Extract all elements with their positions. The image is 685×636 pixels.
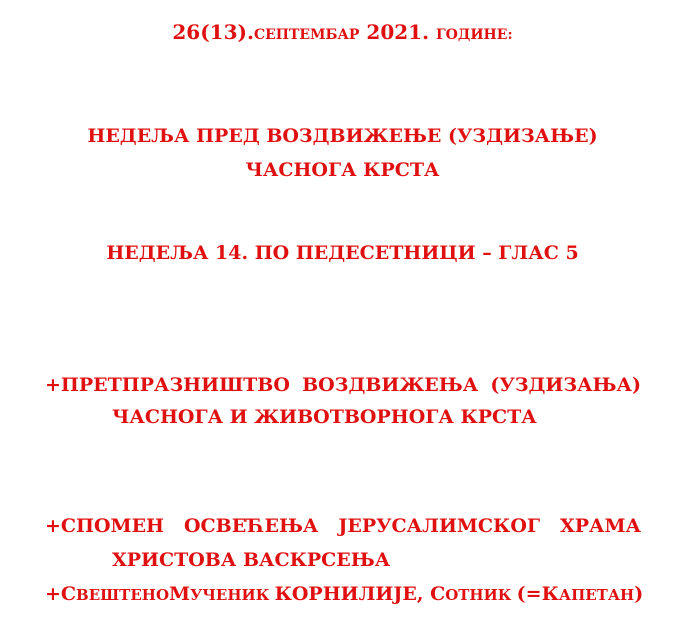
memorial-word-2: ОСВЕЋЕЊА bbox=[183, 515, 319, 537]
date-month: СЕПТЕМБАР bbox=[253, 27, 360, 43]
martyr-p3-rest: ОТНИК bbox=[445, 586, 517, 604]
forefeast-word-1: +ПРЕТПРАЗНИШТВО bbox=[45, 374, 290, 396]
martyr-p3-cap: С bbox=[430, 583, 446, 605]
date-number: 26(13). bbox=[172, 20, 254, 44]
feast-title-line2: ЧАСНОГА КРСТА bbox=[245, 159, 440, 181]
martyr-line bbox=[45, 583, 643, 605]
forefeast-line2: ЧАСНОГА И ЖИВОТВОРНОГА КРСТА bbox=[112, 406, 537, 428]
forefeast-word-3: (УЗДИЗАЊА) bbox=[490, 374, 641, 396]
memorial-word-4: ХРАМА bbox=[559, 515, 641, 537]
martyr-p4-rest: АПЕТАН bbox=[558, 586, 635, 604]
sunday-title: НЕДЕЉА 14. ПО ПЕДЕСЕТНИЦИ – ГЛАС 5 bbox=[106, 242, 579, 264]
martyr-prefix: + bbox=[45, 583, 61, 605]
martyr-p1-rest: ВЕШТЕНО bbox=[76, 586, 170, 604]
memorial-line1 bbox=[45, 515, 641, 537]
martyr-p4-cap: К bbox=[541, 583, 559, 605]
martyr-name: КОРНИЛИЈЕ, bbox=[274, 583, 431, 605]
martyr-p4: (= bbox=[516, 583, 542, 605]
feast-title-line1: НЕДЕЉА ПРЕД ВОЗДВИЖЕЊЕ (УЗДИЗАЊЕ) bbox=[87, 125, 598, 147]
forefeast-word-2: ВОЗДВИЖЕЊА bbox=[302, 374, 479, 396]
memorial-word-1: +СПОМЕН bbox=[45, 515, 165, 537]
martyr-p2-cap: М bbox=[169, 583, 191, 605]
martyr-p1-cap: С bbox=[60, 583, 77, 605]
memorial-line2: ХРИСТОВА ВАСКРСЕЊА bbox=[112, 549, 391, 571]
forefeast-line1 bbox=[45, 374, 641, 396]
memorial-word-3: ЈЕРУСАЛИМСКОГ bbox=[338, 515, 541, 537]
date-heading bbox=[0, 20, 685, 44]
martyr-p5: ) bbox=[634, 583, 644, 605]
martyr-p2-rest: УЧЕНИК bbox=[190, 586, 275, 604]
date-year: 2021. bbox=[359, 20, 437, 44]
date-godine: ГОДИНЕ: bbox=[436, 27, 513, 43]
